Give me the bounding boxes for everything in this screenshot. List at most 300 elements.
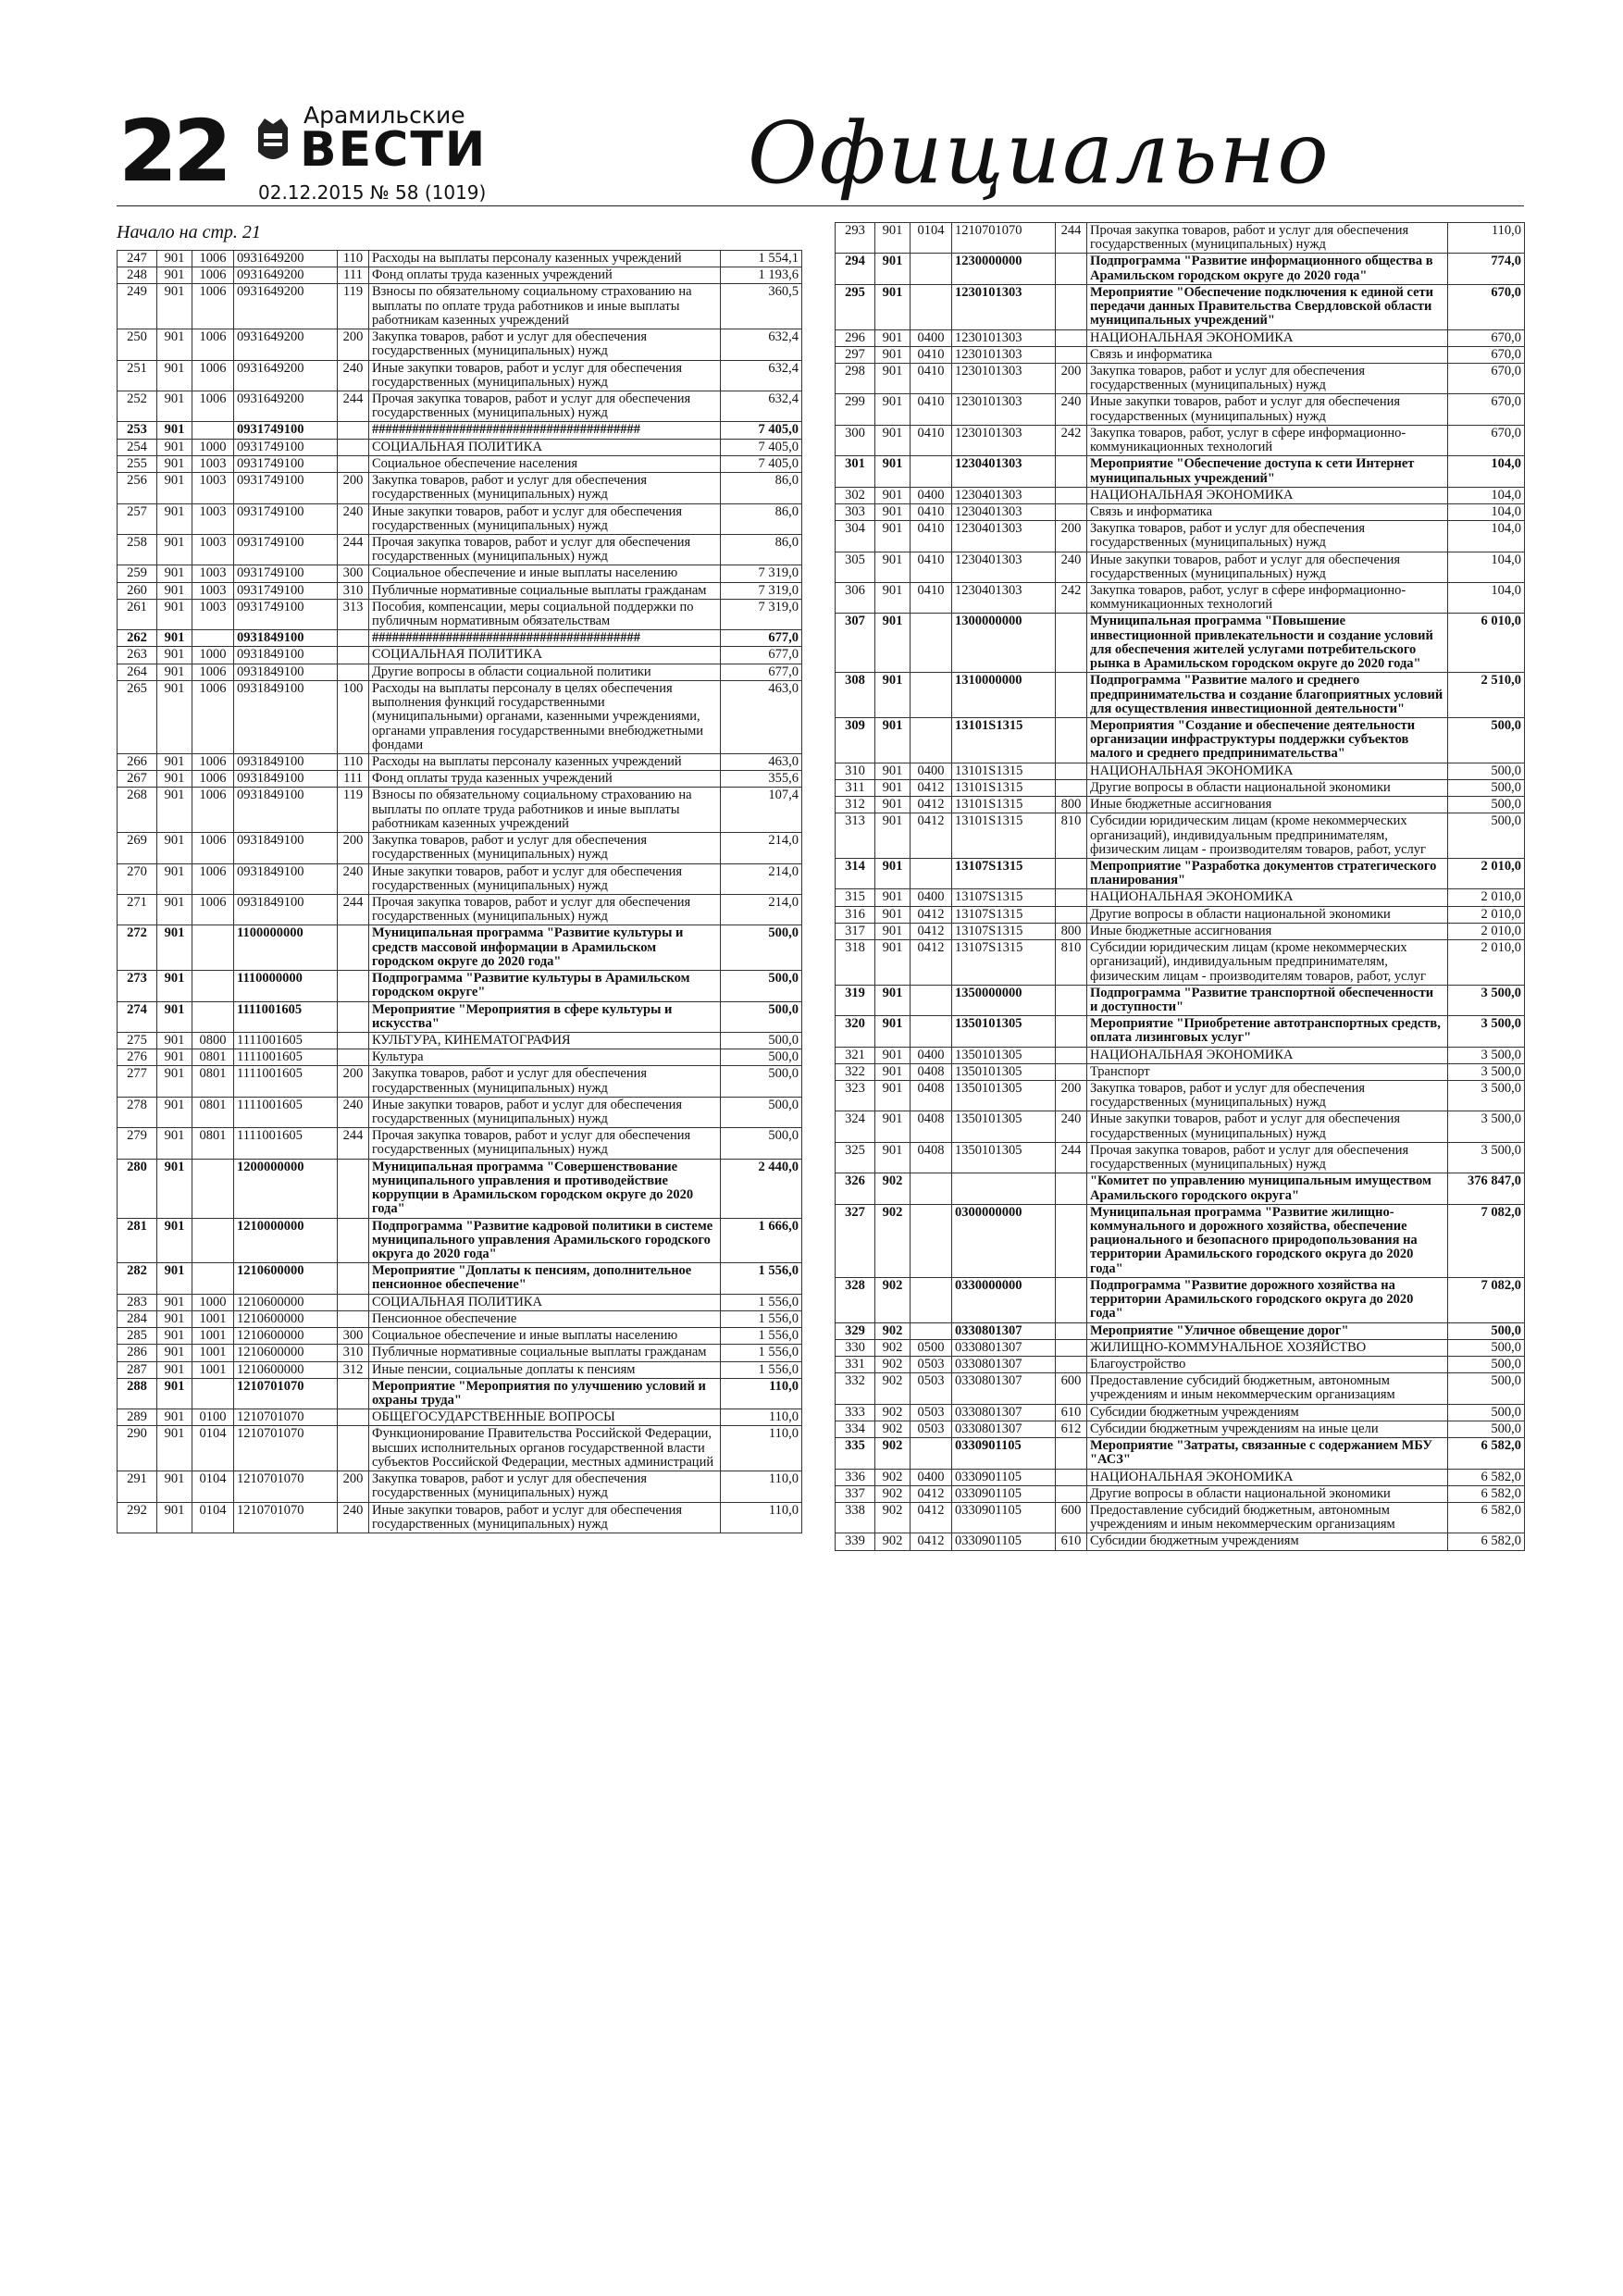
row-number-cell: 272 bbox=[118, 925, 157, 971]
row-number-cell: 252 bbox=[118, 391, 157, 421]
expense-type-cell: 111 bbox=[338, 771, 369, 788]
amount-cell: 1 193,6 bbox=[721, 267, 802, 284]
table-row bbox=[836, 797, 1525, 813]
expense-type-cell: 119 bbox=[338, 284, 369, 329]
section-code-cell bbox=[911, 254, 952, 284]
target-code-cell: 0300000000 bbox=[952, 1204, 1056, 1277]
target-code-cell: 1230101303 bbox=[952, 394, 1056, 425]
section-code-cell: 0503 bbox=[911, 1404, 952, 1421]
amount-cell: 500,0 bbox=[721, 1049, 802, 1066]
description-cell: Взносы по обязательному социальному страхованию на выплаты по оплате труда работников и иные выплаты работникам казенных учреждений bbox=[369, 788, 721, 833]
section-code-cell: 1000 bbox=[192, 647, 234, 664]
expense-type-cell bbox=[1056, 1438, 1087, 1469]
ministry-code-cell: 901 bbox=[157, 329, 192, 360]
amount-cell: 86,0 bbox=[721, 473, 802, 503]
ministry-code-cell: 901 bbox=[875, 521, 911, 552]
amount-cell: 500,0 bbox=[721, 1097, 802, 1127]
target-code-cell: 13107S1315 bbox=[952, 906, 1056, 923]
expense-type-cell: 244 bbox=[1056, 1142, 1087, 1173]
row-number-cell: 314 bbox=[836, 858, 875, 888]
table-row bbox=[836, 1047, 1525, 1063]
expense-type-cell bbox=[338, 1032, 369, 1049]
table-row bbox=[118, 788, 802, 833]
row-number-cell: 281 bbox=[118, 1218, 157, 1263]
section-code-cell bbox=[192, 925, 234, 971]
row-number-cell: 298 bbox=[836, 363, 875, 393]
table-row bbox=[118, 1378, 802, 1409]
section-code-cell: 1003 bbox=[192, 582, 234, 599]
ministry-code-cell: 901 bbox=[875, 394, 911, 425]
expense-type-cell bbox=[1056, 1173, 1087, 1204]
section-code-cell: 0801 bbox=[192, 1097, 234, 1127]
section-code-cell: 0408 bbox=[911, 1081, 952, 1111]
section-code-cell: 1006 bbox=[192, 833, 234, 863]
target-code-cell: 13107S1315 bbox=[952, 923, 1056, 939]
target-code-cell: 0931849100 bbox=[234, 630, 338, 647]
description-cell: Иные закупки товаров, работ и услуг для обеспечения государственных (муниципальных) нужд bbox=[369, 503, 721, 534]
expense-type-cell bbox=[338, 1378, 369, 1409]
row-number-cell: 330 bbox=[836, 1339, 875, 1356]
row-number-cell: 264 bbox=[118, 664, 157, 680]
row-number-cell: 320 bbox=[836, 1016, 875, 1047]
section-code-cell: 0412 bbox=[911, 1533, 952, 1550]
section-code-cell: 0412 bbox=[911, 779, 952, 796]
row-number-cell: 261 bbox=[118, 599, 157, 629]
expense-type-cell bbox=[338, 422, 369, 439]
expense-type-cell: 200 bbox=[338, 1471, 369, 1502]
section-code-cell: 1003 bbox=[192, 599, 234, 629]
description-cell: Функционирование Правительства Российской Федерации, высших исполнительных органов государственной власти субъектов Российской Федерации, местных администраций bbox=[369, 1426, 721, 1471]
target-code-cell: 0931749100 bbox=[234, 599, 338, 629]
description-cell: Муниципальная программа "Развитие культуры и средств массовой информации в Арамильском городском округе до 2020 года" bbox=[369, 925, 721, 971]
ministry-code-cell: 901 bbox=[157, 455, 192, 472]
ministry-code-cell: 901 bbox=[875, 889, 911, 906]
table-row bbox=[118, 1345, 802, 1361]
table-row bbox=[118, 473, 802, 503]
row-number-cell: 254 bbox=[118, 439, 157, 455]
description-cell: КУЛЬТУРА, КИНЕМАТОГРАФИЯ bbox=[369, 1032, 721, 1049]
description-cell: Иные бюджетные ассигнования bbox=[1087, 797, 1448, 813]
description-cell: Мероприятие "Обеспечение доступа к сети Интернет муниципальных учреждений" bbox=[1087, 456, 1448, 487]
target-code-cell: 1210701070 bbox=[234, 1426, 338, 1471]
table-row bbox=[118, 664, 802, 680]
ministry-code-cell: 902 bbox=[875, 1502, 911, 1533]
target-code-cell: 0931849100 bbox=[234, 664, 338, 680]
ministry-code-cell: 901 bbox=[157, 267, 192, 284]
ministry-code-cell: 901 bbox=[157, 284, 192, 329]
expense-type-cell: 610 bbox=[1056, 1533, 1087, 1550]
expense-type-cell bbox=[1056, 858, 1087, 888]
section-code-cell: 1000 bbox=[192, 1294, 234, 1310]
row-number-cell: 336 bbox=[836, 1469, 875, 1485]
expense-type-cell: 240 bbox=[1056, 394, 1087, 425]
description-cell: Другие вопросы в области национальной экономики bbox=[1087, 906, 1448, 923]
table-row bbox=[118, 599, 802, 629]
section-code-cell: 0503 bbox=[911, 1373, 952, 1404]
amount-cell: 2 010,0 bbox=[1448, 906, 1525, 923]
table-row bbox=[118, 1426, 802, 1471]
table-row bbox=[836, 284, 1525, 329]
amount-cell: 500,0 bbox=[1448, 779, 1525, 796]
table-row bbox=[836, 763, 1525, 779]
expense-type-cell: 242 bbox=[1056, 425, 1087, 455]
expense-type-cell bbox=[338, 925, 369, 971]
table-row bbox=[836, 1111, 1525, 1142]
target-code-cell: 1300000000 bbox=[952, 614, 1056, 673]
ministry-code-cell: 901 bbox=[157, 1361, 192, 1378]
expense-type-cell bbox=[1056, 1047, 1087, 1063]
ministry-code-cell: 901 bbox=[157, 1409, 192, 1426]
ministry-code-cell: 901 bbox=[157, 1426, 192, 1471]
section-code-cell bbox=[911, 1277, 952, 1322]
ministry-code-cell: 901 bbox=[157, 1502, 192, 1533]
ministry-code-cell: 901 bbox=[157, 1128, 192, 1159]
table-row bbox=[118, 1218, 802, 1263]
section-code-cell: 1003 bbox=[192, 503, 234, 534]
table-row bbox=[836, 329, 1525, 346]
row-number-cell: 286 bbox=[118, 1345, 157, 1361]
section-code-cell: 0412 bbox=[911, 797, 952, 813]
amount-cell: 110,0 bbox=[1448, 223, 1525, 254]
ministry-code-cell: 901 bbox=[157, 1263, 192, 1294]
row-number-cell: 338 bbox=[836, 1502, 875, 1533]
description-cell: "Комитет по управлению муниципальным имуществом Арамильского городского округа" bbox=[1087, 1173, 1448, 1204]
row-number-cell: 260 bbox=[118, 582, 157, 599]
target-code-cell: 1210000000 bbox=[234, 1218, 338, 1263]
table-row bbox=[836, 503, 1525, 520]
expense-type-cell: 100 bbox=[338, 680, 369, 753]
section-code-cell: 1001 bbox=[192, 1345, 234, 1361]
row-number-cell: 299 bbox=[836, 394, 875, 425]
expense-type-cell bbox=[338, 1310, 369, 1327]
row-number-cell: 268 bbox=[118, 788, 157, 833]
table-row bbox=[836, 718, 1525, 763]
description-cell: Субсидии юридическим лицам (кроме некоммерческих организаций), индивидуальным предпринимателям, физическим лицам - производителям товаров, работ, услуг bbox=[1087, 813, 1448, 859]
amount-cell: 2 010,0 bbox=[1448, 923, 1525, 939]
expense-type-cell: 244 bbox=[338, 534, 369, 565]
description-cell: Субсидии бюджетным учреждениям bbox=[1087, 1533, 1448, 1550]
section-code-cell bbox=[911, 1204, 952, 1277]
target-code-cell: 0330901105 bbox=[952, 1469, 1056, 1485]
expense-type-cell: 240 bbox=[338, 1097, 369, 1127]
table-row bbox=[836, 394, 1525, 425]
amount-cell: 632,4 bbox=[721, 391, 802, 421]
section-code-cell: 1003 bbox=[192, 455, 234, 472]
table-row bbox=[836, 1533, 1525, 1550]
expense-type-cell bbox=[338, 647, 369, 664]
expense-type-cell: 240 bbox=[1056, 552, 1087, 582]
table-row bbox=[836, 813, 1525, 859]
section-code-cell bbox=[192, 630, 234, 647]
expense-type-cell bbox=[1056, 673, 1087, 718]
expense-type-cell bbox=[338, 1159, 369, 1218]
description-cell: Закупка товаров, работ и услуг для обеспечения государственных (муниципальных) нужд bbox=[369, 1066, 721, 1097]
ministry-code-cell: 901 bbox=[157, 788, 192, 833]
description-cell: Мероприятие "Приобретение автотранспортных средств, оплата лизинговых услуг" bbox=[1087, 1016, 1448, 1047]
issue-info: 02.12.2015 № 58 (1019) bbox=[258, 181, 487, 204]
expense-type-cell: 200 bbox=[338, 833, 369, 863]
expense-type-cell bbox=[1056, 906, 1087, 923]
amount-cell: 670,0 bbox=[1448, 425, 1525, 455]
description-cell: Иные закупки товаров, работ и услуг для обеспечения государственных (муниципальных) нужд bbox=[1087, 394, 1448, 425]
table-row bbox=[118, 251, 802, 267]
target-code-cell: 0330000000 bbox=[952, 1277, 1056, 1322]
description-cell: Подпрограмма "Развитие информационного общества в Арамильском городском округе до 2020 года" bbox=[1087, 254, 1448, 284]
description-cell: Предоставление субсидий бюджетным, автономным учреждениям и иным некоммерческим организациям bbox=[1087, 1373, 1448, 1404]
amount-cell: 632,4 bbox=[721, 329, 802, 360]
amount-cell: 86,0 bbox=[721, 534, 802, 565]
target-code-cell: 1111001605 bbox=[234, 1001, 338, 1032]
target-code-cell: 0330801307 bbox=[952, 1373, 1056, 1404]
expense-type-cell bbox=[1056, 1356, 1087, 1372]
target-code-cell: 0330801307 bbox=[952, 1421, 1056, 1437]
target-code-cell: 0931649200 bbox=[234, 360, 338, 391]
row-number-cell: 255 bbox=[118, 455, 157, 472]
amount-cell: 214,0 bbox=[721, 863, 802, 894]
table-row bbox=[118, 1471, 802, 1502]
target-code-cell: 1230000000 bbox=[952, 254, 1056, 284]
section-code-cell bbox=[911, 456, 952, 487]
description-cell: НАЦИОНАЛЬНАЯ ЭКОНОМИКА bbox=[1087, 1469, 1448, 1485]
table-row bbox=[836, 223, 1525, 254]
target-code-cell: 1210701070 bbox=[234, 1409, 338, 1426]
expense-type-cell bbox=[1056, 614, 1087, 673]
section-code-cell: 1006 bbox=[192, 771, 234, 788]
amount-cell: 3 500,0 bbox=[1448, 1081, 1525, 1111]
description-cell: НАЦИОНАЛЬНАЯ ЭКОНОМИКА bbox=[1087, 1047, 1448, 1063]
ministry-code-cell: 901 bbox=[875, 813, 911, 859]
row-number-cell: 282 bbox=[118, 1263, 157, 1294]
table-row bbox=[836, 923, 1525, 939]
description-cell: Закупка товаров, работ и услуг для обеспечения государственных (муниципальных) нужд bbox=[369, 473, 721, 503]
description-cell: Мероприятия "Создание и обеспечение деятельности организации инфраструктуры поддержки субъектов малого и среднего предпринимательства" bbox=[1087, 718, 1448, 763]
amount-cell: 500,0 bbox=[1448, 1373, 1525, 1404]
row-number-cell: 312 bbox=[836, 797, 875, 813]
logo-subtitle: Арамильские bbox=[304, 102, 465, 129]
target-code-cell: 1111001605 bbox=[234, 1128, 338, 1159]
section-code-cell bbox=[911, 985, 952, 1015]
row-number-cell: 325 bbox=[836, 1142, 875, 1173]
table-row bbox=[118, 1294, 802, 1310]
description-cell: Фонд оплаты труда казенных учреждений bbox=[369, 771, 721, 788]
row-number-cell: 269 bbox=[118, 833, 157, 863]
section-code-cell: 0412 bbox=[911, 1502, 952, 1533]
amount-cell: 3 500,0 bbox=[1448, 1111, 1525, 1142]
description-cell: Закупка товаров, работ и услуг для обеспечения государственных (муниципальных) нужд bbox=[1087, 363, 1448, 393]
section-code-cell bbox=[911, 284, 952, 329]
row-number-cell: 310 bbox=[836, 763, 875, 779]
amount-cell: 670,0 bbox=[1448, 363, 1525, 393]
section-code-cell: 0412 bbox=[911, 813, 952, 859]
target-code-cell: 1350101305 bbox=[952, 1063, 1056, 1080]
table-row bbox=[118, 534, 802, 565]
section-code-cell bbox=[192, 422, 234, 439]
section-code-cell: 1001 bbox=[192, 1361, 234, 1378]
description-cell: Мероприятие "Мероприятия в сфере культуры и искусства" bbox=[369, 1001, 721, 1032]
target-code-cell: 13101S1315 bbox=[952, 797, 1056, 813]
ministry-code-cell: 902 bbox=[875, 1404, 911, 1421]
description-cell: Подпрограмма "Развитие малого и среднего предпринимательства и создание благоприятных условий для осуществления инвестиционной деятельности" bbox=[1087, 673, 1448, 718]
row-number-cell: 306 bbox=[836, 583, 875, 614]
ministry-code-cell: 902 bbox=[875, 1421, 911, 1437]
section-code-cell: 0100 bbox=[192, 1409, 234, 1426]
row-number-cell: 275 bbox=[118, 1032, 157, 1049]
target-code-cell: 0931649200 bbox=[234, 251, 338, 267]
description-cell: Закупка товаров, работ и услуг для обеспечения государственных (муниципальных) нужд bbox=[369, 1471, 721, 1502]
header-rule bbox=[117, 205, 1524, 206]
section-code-cell: 0410 bbox=[911, 425, 952, 455]
row-number-cell: 331 bbox=[836, 1356, 875, 1372]
table-row bbox=[836, 906, 1525, 923]
amount-cell: 3 500,0 bbox=[1448, 985, 1525, 1015]
amount-cell: 677,0 bbox=[721, 664, 802, 680]
description-cell: Субсидии юридическим лицам (кроме некоммерческих организаций), индивидуальным предпринимателям, физическим лицам - производителям товаров, работ, услуг bbox=[1087, 940, 1448, 986]
target-code-cell: 1210600000 bbox=[234, 1328, 338, 1345]
section-code-cell: 0104 bbox=[192, 1471, 234, 1502]
target-code-cell: 0330901105 bbox=[952, 1438, 1056, 1469]
row-number-cell: 288 bbox=[118, 1378, 157, 1409]
section-code-cell bbox=[911, 1438, 952, 1469]
ministry-code-cell: 901 bbox=[157, 1159, 192, 1218]
table-row bbox=[836, 254, 1525, 284]
row-number-cell: 302 bbox=[836, 487, 875, 503]
expense-type-cell: 200 bbox=[338, 473, 369, 503]
expense-type-cell bbox=[1056, 284, 1087, 329]
row-number-cell: 309 bbox=[836, 718, 875, 763]
expense-type-cell: 200 bbox=[338, 329, 369, 360]
ministry-code-cell: 901 bbox=[157, 925, 192, 971]
expense-type-cell: 300 bbox=[338, 565, 369, 582]
section-code-cell: 0801 bbox=[192, 1128, 234, 1159]
amount-cell: 1 556,0 bbox=[721, 1310, 802, 1327]
description-cell: Закупка товаров, работ и услуг для обеспечения государственных (муниципальных) нужд bbox=[369, 833, 721, 863]
expense-type-cell bbox=[1056, 1016, 1087, 1047]
ministry-code-cell: 901 bbox=[157, 534, 192, 565]
ministry-code-cell: 901 bbox=[157, 863, 192, 894]
ministry-code-cell: 901 bbox=[157, 1294, 192, 1310]
expense-type-cell bbox=[1056, 329, 1087, 346]
section-code-cell: 1001 bbox=[192, 1310, 234, 1327]
row-number-cell: 284 bbox=[118, 1310, 157, 1327]
description-cell: Социальное обеспечение и иные выплаты населению bbox=[369, 1328, 721, 1345]
description-cell: Иные закупки товаров, работ и услуг для обеспечения государственных (муниципальных) нужд bbox=[369, 1097, 721, 1127]
target-code-cell: 1111001605 bbox=[234, 1049, 338, 1066]
amount-cell: 107,4 bbox=[721, 788, 802, 833]
description-cell: Культура bbox=[369, 1049, 721, 1066]
expense-type-cell bbox=[338, 1218, 369, 1263]
ministry-code-cell: 901 bbox=[157, 1471, 192, 1502]
amount-cell: 500,0 bbox=[721, 1066, 802, 1097]
ministry-code-cell: 901 bbox=[875, 673, 911, 718]
target-code-cell: 13101S1315 bbox=[952, 779, 1056, 796]
amount-cell: 104,0 bbox=[1448, 552, 1525, 582]
ministry-code-cell: 901 bbox=[157, 1097, 192, 1127]
table-row bbox=[118, 439, 802, 455]
amount-cell: 104,0 bbox=[1448, 503, 1525, 520]
target-code-cell: 0931849100 bbox=[234, 754, 338, 771]
ministry-code-cell: 901 bbox=[157, 1310, 192, 1327]
ministry-code-cell: 901 bbox=[157, 971, 192, 1001]
description-cell: Иные пенсии, социальные доплаты к пенсиям bbox=[369, 1361, 721, 1378]
amount-cell: 677,0 bbox=[721, 647, 802, 664]
ministry-code-cell: 901 bbox=[157, 565, 192, 582]
ministry-code-cell: 902 bbox=[875, 1204, 911, 1277]
expense-type-cell: 200 bbox=[1056, 1081, 1087, 1111]
row-number-cell: 304 bbox=[836, 521, 875, 552]
amount-cell: 6 582,0 bbox=[1448, 1502, 1525, 1533]
section-code-cell: 0400 bbox=[911, 763, 952, 779]
row-number-cell: 329 bbox=[836, 1322, 875, 1339]
ministry-code-cell: 901 bbox=[875, 456, 911, 487]
table-row bbox=[118, 680, 802, 753]
expense-type-cell: 110 bbox=[338, 251, 369, 267]
target-code-cell: 1210600000 bbox=[234, 1263, 338, 1294]
amount-cell: 2 010,0 bbox=[1448, 858, 1525, 888]
row-number-cell: 270 bbox=[118, 863, 157, 894]
description-cell: Субсидии бюджетным учреждениям bbox=[1087, 1404, 1448, 1421]
table-row bbox=[836, 673, 1525, 718]
amount-cell: 3 500,0 bbox=[1448, 1047, 1525, 1063]
target-code-cell: 1350101305 bbox=[952, 1142, 1056, 1173]
row-number-cell: 301 bbox=[836, 456, 875, 487]
expense-type-cell: 312 bbox=[338, 1361, 369, 1378]
expense-type-cell: 244 bbox=[338, 1128, 369, 1159]
description-cell: Прочая закупка товаров, работ и услуг для обеспечения государственных (муниципальных) нужд bbox=[1087, 1142, 1448, 1173]
table-row bbox=[118, 329, 802, 360]
row-number-cell: 315 bbox=[836, 889, 875, 906]
ministry-code-cell: 901 bbox=[157, 833, 192, 863]
table-row bbox=[836, 985, 1525, 1015]
section-code-cell: 0104 bbox=[911, 223, 952, 254]
description-cell: Подпрограмма "Развитие дорожного хозяйства на территории Арамильского городского округа до 2020 года" bbox=[1087, 1277, 1448, 1322]
budget-table-left bbox=[117, 250, 802, 1533]
section-code-cell: 0400 bbox=[911, 889, 952, 906]
logo-title: ВЕСТИ bbox=[300, 122, 488, 178]
amount-cell: 7 405,0 bbox=[721, 439, 802, 455]
expense-type-cell bbox=[338, 1409, 369, 1426]
description-cell: Мероприятие "Мероприятия по улучшению условий и охраны труда" bbox=[369, 1378, 721, 1409]
target-code-cell: 1230401303 bbox=[952, 521, 1056, 552]
expense-type-cell: 244 bbox=[338, 894, 369, 925]
ministry-code-cell: 902 bbox=[875, 1277, 911, 1322]
row-number-cell: 259 bbox=[118, 565, 157, 582]
target-code-cell: 13101S1315 bbox=[952, 813, 1056, 859]
ministry-code-cell: 901 bbox=[875, 858, 911, 888]
section-code-cell: 1006 bbox=[192, 894, 234, 925]
ministry-code-cell: 902 bbox=[875, 1485, 911, 1502]
row-number-cell: 278 bbox=[118, 1097, 157, 1127]
row-number-cell: 326 bbox=[836, 1173, 875, 1204]
expense-type-cell: 110 bbox=[338, 754, 369, 771]
row-number-cell: 295 bbox=[836, 284, 875, 329]
target-code-cell: 1350000000 bbox=[952, 985, 1056, 1015]
row-number-cell: 289 bbox=[118, 1409, 157, 1426]
description-cell: Фонд оплаты труда казенных учреждений bbox=[369, 267, 721, 284]
target-code-cell: 0931749100 bbox=[234, 565, 338, 582]
target-code-cell: 1210701070 bbox=[234, 1378, 338, 1409]
description-cell: Мероприятие "Затраты, связанные с содержанием МБУ "АСЗ" bbox=[1087, 1438, 1448, 1469]
description-cell: Прочая закупка товаров, работ и услуг для обеспечения государственных (муниципальных) нужд bbox=[369, 391, 721, 421]
amount-cell: 104,0 bbox=[1448, 583, 1525, 614]
description-cell: Пособия, компенсации, меры социальной поддержки по публичным нормативным обязательствам bbox=[369, 599, 721, 629]
ministry-code-cell: 902 bbox=[875, 1469, 911, 1485]
ministry-code-cell: 901 bbox=[875, 940, 911, 986]
table-row bbox=[836, 889, 1525, 906]
expense-type-cell: 111 bbox=[338, 267, 369, 284]
target-code-cell: 1210701070 bbox=[952, 223, 1056, 254]
section-code-cell bbox=[192, 1218, 234, 1263]
table-row bbox=[836, 346, 1525, 363]
